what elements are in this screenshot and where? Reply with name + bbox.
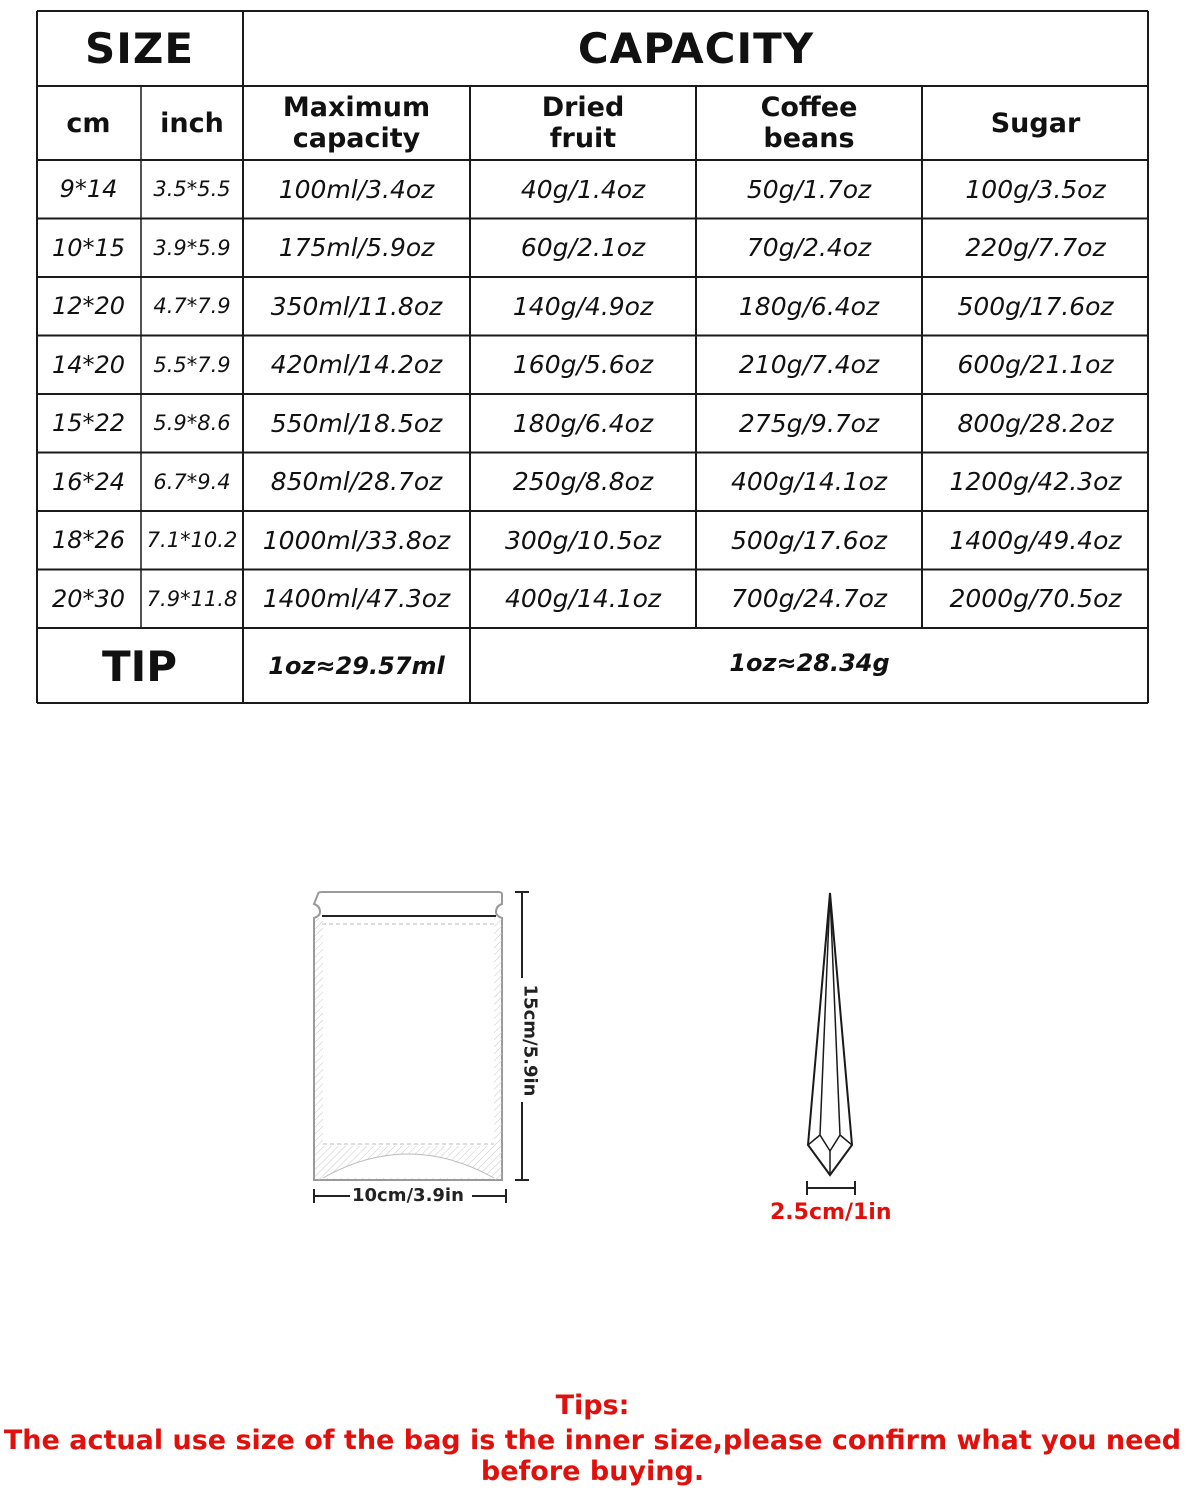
cell-max-capacity: 420ml/14.2oz — [270, 350, 443, 380]
cell-coffee-beans: 400g/14.1oz — [730, 467, 888, 497]
cell-coffee-beans: 275g/9.7oz — [738, 408, 880, 438]
cell-max-capacity: 850ml/28.7oz — [270, 467, 443, 497]
cell-max-capacity: 550ml/18.5oz — [270, 408, 443, 438]
cell-cm: 16*24 — [51, 467, 126, 496]
cell-max-capacity: 1000ml/33.8oz — [262, 525, 451, 555]
tips-line-2: before buying. — [480, 1456, 705, 1487]
table-body — [36, 160, 1149, 628]
cell-dried-fruit: 300g/10.5oz — [504, 525, 662, 555]
col-header-coffee-beans-line1: Coffee — [760, 92, 858, 123]
cell-inch: 5.9*8.6 — [153, 411, 231, 436]
cell-sugar: 500g/17.6oz — [957, 291, 1114, 321]
bag-outline — [314, 892, 502, 1180]
cell-max-capacity: 1400ml/47.3oz — [262, 584, 451, 614]
cell-sugar: 600g/21.1oz — [957, 350, 1114, 380]
cell-inch: 4.7*7.9 — [153, 294, 231, 319]
cell-inch: 3.9*5.9 — [153, 235, 231, 260]
cell-inch: 6.7*9.4 — [153, 469, 231, 494]
col-header-dried-fruit-line1: Dried — [541, 92, 625, 123]
cell-cm: 18*26 — [51, 526, 126, 555]
cell-cm: 15*22 — [51, 409, 126, 438]
capacity-header: CAPACITY — [577, 23, 815, 73]
cell-dried-fruit: 140g/4.9oz — [512, 291, 654, 321]
cell-inch: 7.9*11.8 — [146, 586, 238, 611]
col-header-max-capacity — [243, 86, 470, 160]
col-header-coffee-beans-line2: beans — [763, 123, 855, 154]
height-label: 15cm/5.9in — [519, 984, 541, 1097]
bag-side-diagram — [790, 885, 870, 1205]
tip-label: TIP — [101, 641, 178, 691]
gusset-label: 2.5cm/1in — [770, 1200, 892, 1225]
bag-front-diagram — [300, 880, 540, 1210]
cell-cm: 10*15 — [51, 233, 126, 262]
cell-sugar: 800g/28.2oz — [957, 408, 1114, 438]
cell-dried-fruit: 160g/5.6oz — [512, 350, 654, 380]
col-header-coffee-beans — [696, 86, 922, 160]
cell-coffee-beans: 180g/6.4oz — [738, 291, 880, 321]
cell-sugar: 220g/7.7oz — [965, 233, 1106, 263]
cell-coffee-beans: 500g/17.6oz — [730, 525, 888, 555]
col-header-max-capacity-line1: Maximum — [282, 92, 431, 123]
cell-dried-fruit: 40g/1.4oz — [520, 174, 646, 204]
cell-cm: 12*20 — [51, 292, 126, 321]
cell-coffee-beans: 210g/7.4oz — [738, 350, 880, 380]
cell-cm: 9*14 — [59, 175, 118, 204]
col-header-dried-fruit — [470, 86, 696, 160]
cell-dried-fruit: 180g/6.4oz — [512, 408, 654, 438]
cell-sugar: 100g/3.5oz — [965, 174, 1106, 204]
cell-inch: 5.5*7.9 — [153, 352, 231, 377]
cell-coffee-beans: 50g/1.7oz — [746, 174, 872, 204]
cell-max-capacity: 100ml/3.4oz — [278, 174, 435, 204]
cell-cm: 20*30 — [51, 584, 126, 613]
bag-side-outline — [808, 893, 852, 1175]
capacity-table — [36, 10, 1149, 704]
cell-max-capacity: 350ml/11.8oz — [270, 291, 443, 321]
tips-line-1: The actual use size of the bag is the inner size,please confirm what you need — [3, 1425, 1182, 1456]
cell-max-capacity: 175ml/5.9oz — [278, 233, 435, 263]
cell-dried-fruit: 60g/2.1oz — [520, 233, 646, 263]
bag-left-seal — [315, 918, 323, 1180]
col-header-inch: inch — [160, 107, 224, 139]
tip-g: 1oz≈28.34g — [729, 649, 890, 677]
cell-sugar: 1400g/49.4oz — [949, 525, 1122, 555]
col-header-cm: cm — [66, 107, 111, 139]
cell-coffee-beans: 70g/2.4oz — [746, 233, 872, 263]
bag-right-seal — [494, 918, 502, 1180]
cell-inch: 7.1*10.2 — [146, 528, 238, 553]
col-header-max-capacity-line2: capacity — [292, 123, 421, 154]
tips-title: Tips: — [555, 1390, 630, 1421]
cell-coffee-beans: 700g/24.7oz — [730, 584, 888, 614]
col-header-sugar: Sugar — [990, 107, 1081, 139]
width-label: 10cm/3.9in — [352, 1185, 464, 1206]
cell-sugar: 1200g/42.3oz — [949, 467, 1122, 497]
cell-inch: 3.5*5.5 — [153, 177, 231, 202]
col-header-dried-fruit-line2: fruit — [549, 123, 617, 154]
cell-sugar: 2000g/70.5oz — [949, 584, 1122, 614]
tip-ml: 1oz≈29.57ml — [268, 652, 445, 680]
cell-cm: 14*20 — [51, 350, 126, 379]
cell-dried-fruit: 400g/14.1oz — [504, 584, 662, 614]
size-header: SIZE — [84, 23, 195, 73]
cell-dried-fruit: 250g/8.8oz — [512, 467, 654, 497]
